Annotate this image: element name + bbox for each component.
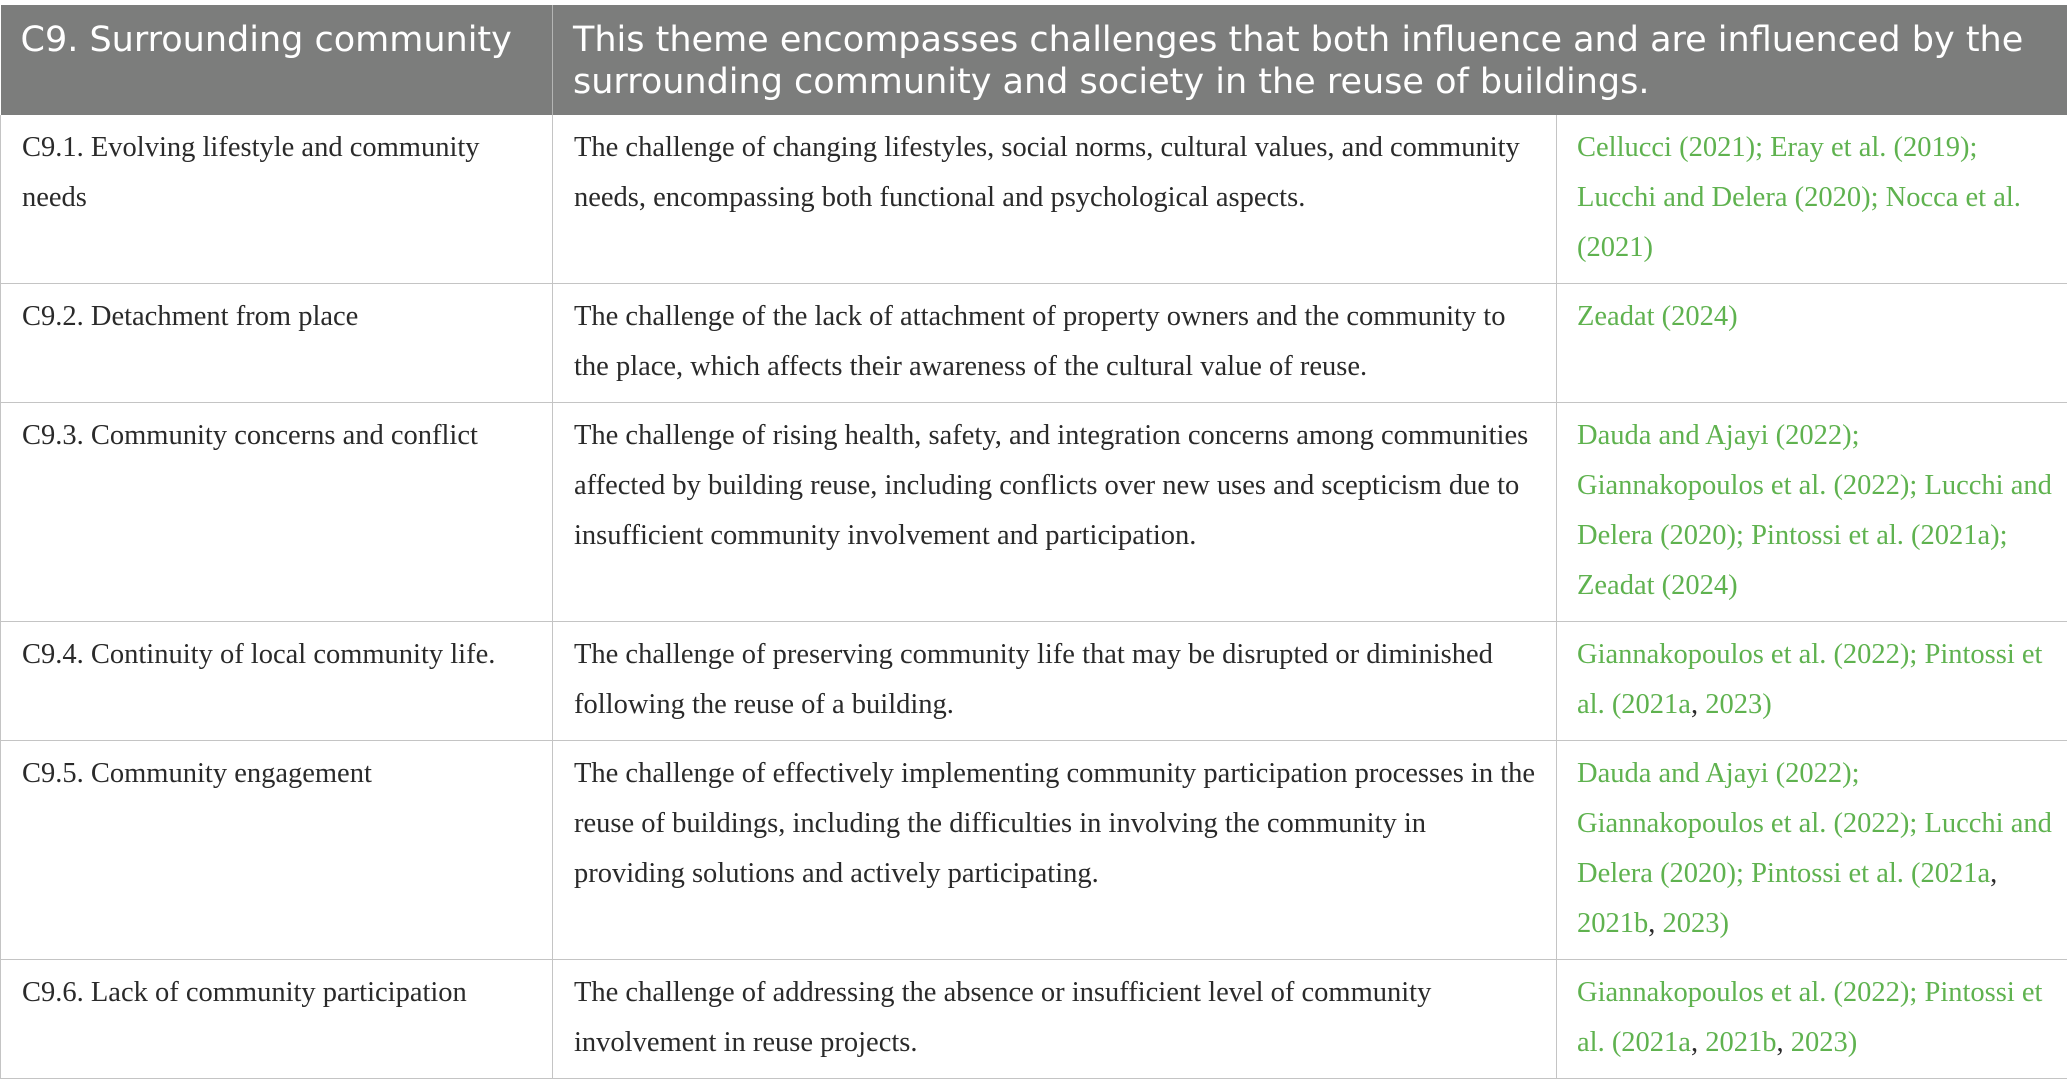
reference-separator: , — [1691, 1027, 1705, 1058]
reference-link[interactable]: Giannakopoulos et al. (2022); Pintossi et al. (2021a — [1577, 639, 2042, 720]
reference-separator: , — [1776, 1027, 1790, 1058]
theme-description-header: This theme encompasses challenges that both influence and are influenced by the surrounding community and society in the reuse of buildings. — [553, 5, 2067, 115]
challenge-references[interactable]: Dauda and Ajayi (2022); Giannakopoulos et al. (2022); Lucchi and Delera (2020); Pintossi et al. (2021a); Zeadat (2024) — [1557, 403, 2067, 622]
challenge-code-label: C9.3. Community concerns and conflict — [1, 403, 553, 622]
challenge-references[interactable]: Zeadat (2024) — [1557, 284, 2067, 403]
table-header-row — [1, 5, 2067, 115]
challenge-code-label: C9.6. Lack of community participation — [1, 960, 553, 1079]
challenge-references — [1557, 960, 2067, 1079]
reference-separator: , — [1648, 908, 1662, 939]
challenge-description: The challenge of preserving community life that may be disrupted or diminished following the reuse of a building. — [553, 622, 1557, 741]
table-row — [1, 284, 2067, 403]
challenge-code-label: C9.1. Evolving lifestyle and community needs — [1, 115, 553, 284]
challenge-description: The challenge of changing lifestyles, social norms, cultural values, and community needs, encompassing both functional and psychological aspects. — [553, 115, 1557, 284]
challenge-references[interactable]: Cellucci (2021); Eray et al. (2019); Lucchi and Delera (2020); Nocca et al. (2021) — [1557, 115, 2067, 284]
table-row — [1, 960, 2067, 1079]
table-row — [1, 403, 2067, 622]
reference-link[interactable]: Giannakopoulos et al. (2022); Pintossi et al. (2021a — [1577, 977, 2042, 1058]
challenge-code-label: C9.2. Detachment from place — [1, 284, 553, 403]
challenge-description: The challenge of addressing the absence or insufficient level of community involvement in reuse projects. — [553, 960, 1557, 1079]
challenge-references — [1557, 741, 2067, 960]
challenge-code-label: C9.4. Continuity of local community life. — [1, 622, 553, 741]
challenge-description: The challenge of effectively implementing community participation processes in the reuse of buildings, including the difficulties in involving the community in providing solutions and actively participating. — [553, 741, 1557, 960]
challenge-references — [1557, 622, 2067, 741]
reference-link[interactable]: 2021b — [1705, 1027, 1776, 1058]
table-row — [1, 622, 2067, 741]
challenge-code-label: C9.5. Community engagement — [1, 741, 553, 960]
challenges-table-container — [0, 5, 2067, 1079]
theme-category-header: C9. Surrounding community — [1, 5, 553, 115]
table-row — [1, 741, 2067, 960]
reference-link[interactable]: 2023) — [1663, 908, 1730, 939]
challenge-description: The challenge of the lack of attachment of property owners and the community to the place, which affects their awareness of the cultural value of reuse. — [553, 284, 1557, 403]
reference-link[interactable]: 2023) — [1791, 1027, 1858, 1058]
reference-link[interactable]: Dauda and Ajayi (2022); Giannakopoulos et al. (2022); Lucchi and Delera (2020); Pintossi et al. (2021a — [1577, 758, 2052, 889]
challenges-table — [0, 5, 2067, 1079]
table-row — [1, 115, 2067, 284]
reference-separator: , — [1691, 689, 1705, 720]
reference-separator: , — [1990, 858, 1997, 889]
reference-link[interactable]: 2021b — [1577, 908, 1648, 939]
challenge-description: The challenge of rising health, safety, and integration concerns among communities affected by building reuse, including conflicts over new uses and scepticism due to insufficient community involvement and participation. — [553, 403, 1557, 622]
reference-link[interactable]: 2023) — [1705, 689, 1772, 720]
